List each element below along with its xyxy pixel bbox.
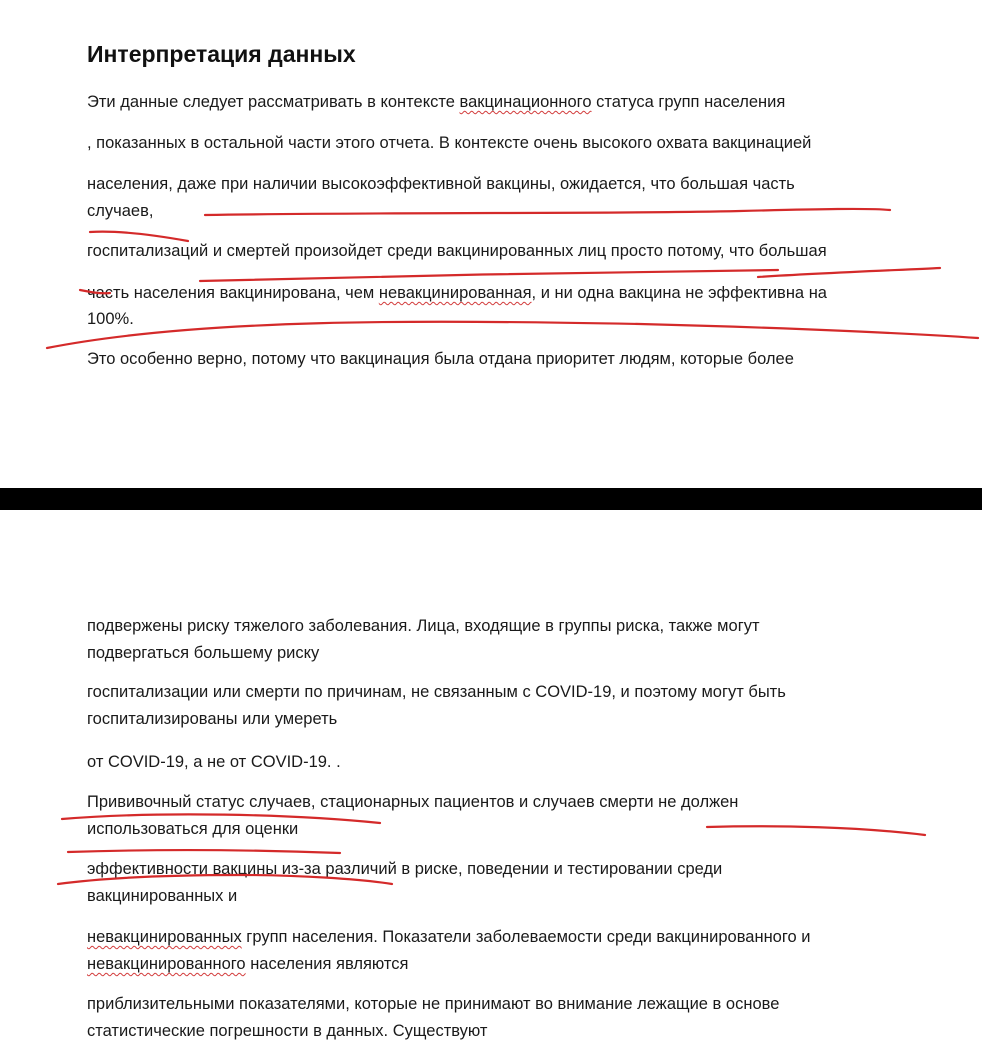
document-page-1 — [0, 0, 982, 488]
misspelled-word: вакцинационного — [459, 93, 592, 111]
paragraph-line: случаев, — [87, 202, 154, 220]
paragraph-line: госпитализаций и смертей произойдет среди вакцинированных лиц просто потому, что большая — [87, 242, 827, 260]
paragraph-line: госпитализации или смерти по причинам, не связанным с COVID-19, и поэтому могут быть — [87, 683, 786, 701]
misspelled-word: невакцинированная — [378, 284, 532, 302]
paragraph-line: статистические погрешности в данных. Существуют — [87, 1022, 488, 1040]
paragraph-line: Это особенно верно, потому что вакцинация была отдана приоритет людям, которые более — [87, 350, 794, 368]
paragraph-line: часть населения вакцинирована, чем невакцинированная, и ни одна вакцина не эффективна на — [87, 284, 827, 302]
paragraph-line: , показанных в остальной части этого отчета. В контексте очень высокого охвата вакцинацией — [87, 134, 812, 152]
paragraph-line: невакцинированного населения являются — [87, 955, 409, 973]
paragraph-line: приблизительными показателями, которые не принимают во внимание лежащие в основе — [87, 995, 780, 1013]
page-break-bar — [0, 488, 982, 510]
paragraph-line: подвержены риску тяжелого заболевания. Лица, входящие в группы риска, также могут — [87, 617, 760, 635]
paragraph-line: госпитализированы или умереть — [87, 710, 338, 728]
paragraph-line: невакцинированных групп населения. Показатели заболеваемости среди вакцинированного и — [87, 928, 811, 946]
paragraph-line: использоваться для оценки — [87, 820, 299, 838]
paragraph-line: Эти данные следует рассматривать в контексте вакцинационного статуса групп населения — [87, 93, 786, 111]
misspelled-word: невакцинированных — [87, 928, 242, 946]
misspelled-word: невакцинированного — [87, 955, 246, 973]
paragraph-line: подвергаться большему риску — [87, 644, 320, 662]
document-page-2 — [0, 510, 982, 1048]
paragraph-line: 100%. — [87, 310, 134, 328]
paragraph-line: эффективности вакцины из-за различий в риске, поведении и тестировании среди — [87, 860, 723, 878]
paragraph-line: вакцинированных и — [87, 887, 238, 905]
paragraph-line: Прививочный статус случаев, стационарных пациентов и случаев смерти не должен — [87, 793, 739, 811]
paragraph-line: от COVID-19, а не от COVID-19. . — [87, 753, 341, 771]
section-heading: Интерпретация данных — [87, 41, 356, 67]
paragraph-line: населения, даже при наличии высокоэффективной вакцины, ожидается, что большая часть — [87, 175, 795, 193]
